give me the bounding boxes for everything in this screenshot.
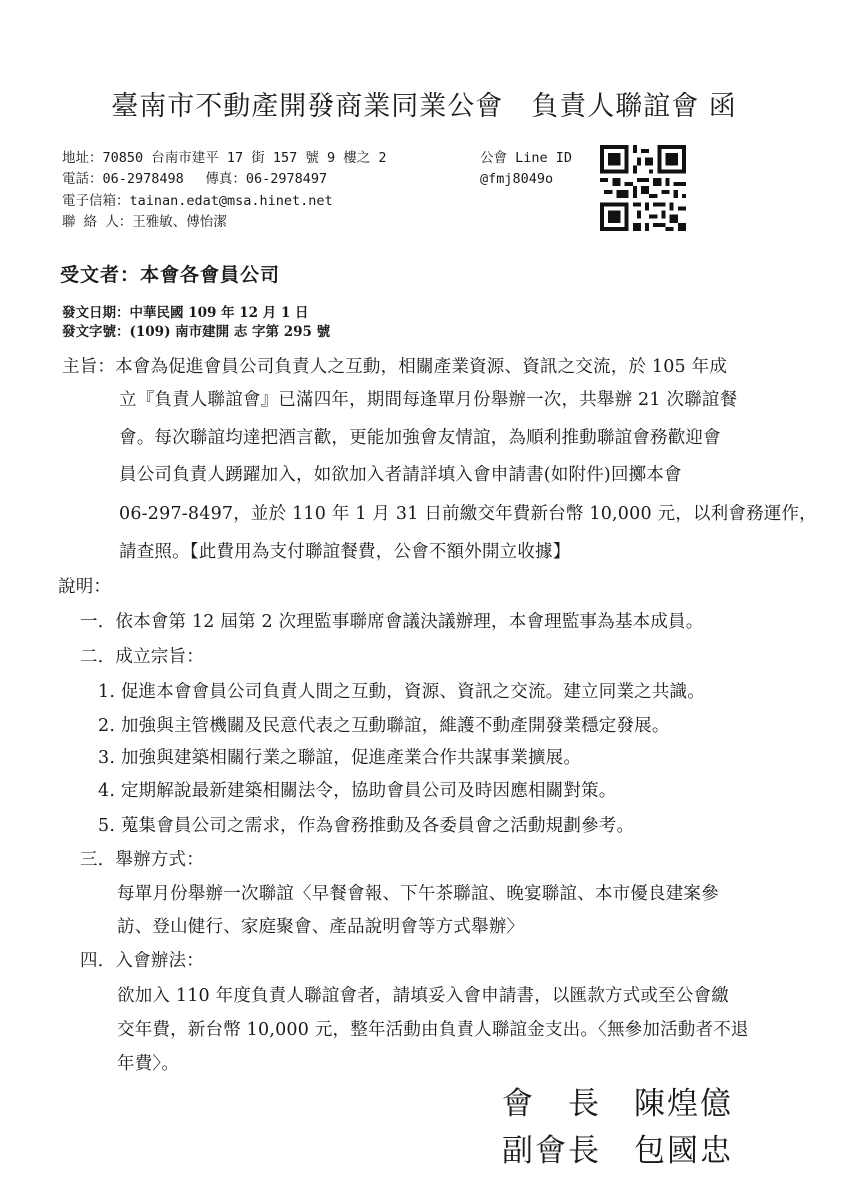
purpose-point: 1. 促進本會會員公司負責人間之互動，資源、資訊之交流。建立同業之共識。	[98, 682, 705, 702]
purpose-point: 4. 定期解說最新建築相關法令，協助會員公司及時因應相關對策。	[98, 781, 617, 801]
explanation-label: 說明：	[58, 577, 112, 597]
document-number: 發文字號：(109) 南市建開 志 字第 295 號	[62, 324, 331, 340]
explanation-item-1: 一．依本會第 12 屆第 2 次理監事聯席會議決議辦理，本會理監事為基本成員。	[80, 612, 704, 632]
phone-fax-line: 電話：06-2978498 傳真：06-2978497	[62, 171, 328, 187]
purpose-point: 3. 加強與建築相關行業之聯誼，促進產業合作共謀事業擴展。	[98, 748, 582, 768]
address-line: 地址：70850 台南市建平 17 街 157 號 9 樓之 2	[62, 150, 387, 166]
subject-line: 會。每次聯誼均達把酒言歡，更能加強會友情誼，為順利推動聯誼會務歡迎會	[119, 428, 721, 448]
schedule-line: 訪、登山健行、家庭聚會、產品說明會等方式舉辦〉	[117, 917, 525, 937]
issue-date: 發文日期：中華民國 109 年 12 月 1 日	[62, 305, 309, 321]
subject-line: 主旨：本會為促進會員公司負責人之互動，相關產業資源、資訊之交流，於 105 年成	[62, 357, 728, 377]
membership-line: 年費〉。	[117, 1054, 180, 1074]
subject-line: 請查照。【此費用為支付聯誼餐費，公會不額外開立收據】	[119, 542, 571, 562]
qr-code-icon	[600, 145, 686, 231]
email-line: 電子信箱：tainan.edat@msa.hinet.net	[62, 193, 333, 209]
explanation-item-2-title: 二．成立宗旨：	[80, 647, 204, 667]
line-id-value: @fmj8049o	[480, 171, 554, 187]
purpose-point: 5. 蒐集會員公司之需求，作為會務推動及各委員會之活動規劃參考。	[98, 816, 635, 836]
line-id-label: 公會 Line ID	[480, 150, 573, 166]
recipient-line: 受文者：本會各會員公司	[60, 264, 281, 286]
purpose-point: 2. 加強與主管機關及民意代表之互動聯誼，維護不動產開發業穩定發展。	[98, 716, 670, 736]
membership-line: 交年費，新台幣 10,000 元，整年活動由負責人聯誼金支出。〈無參加活動者不退	[117, 1020, 749, 1040]
explanation-item-3-title: 三．舉辦方式：	[80, 850, 204, 870]
subject-line: 06-297-8497，並於 110 年 1 月 31 日前繳交年費新台幣 10,000 元，以利會務運作，	[119, 504, 817, 524]
document-title: 臺南市不動產開發商業同業公會 負責人聯誼會 函	[111, 91, 737, 122]
president-signature: 會 長 陳煌億	[502, 1086, 733, 1122]
subject-line: 立『負責人聯誼會』已滿四年，期間每逢單月份舉辦一次，共舉辦 21 次聯誼餐	[119, 390, 738, 410]
membership-line: 欲加入 110 年度負責人聯誼會者，請填妥入會申請書，以匯款方式或至公會繳	[117, 986, 729, 1006]
explanation-item-4-title: 四．入會辦法：	[80, 951, 204, 971]
contact-person-line: 聯 絡 人：王雅敏、傅怡潔	[62, 214, 227, 230]
schedule-line: 每單月份舉辦一次聯誼〈早餐會報、下午茶聯誼、晚宴聯誼、本市優良建案參	[117, 884, 719, 904]
vice-president-signature: 副會長 包國忠	[502, 1133, 733, 1169]
subject-line: 員公司負責人踴躍加入，如欲加入者請詳填入會申請書(如附件)回擲本會	[119, 465, 682, 485]
